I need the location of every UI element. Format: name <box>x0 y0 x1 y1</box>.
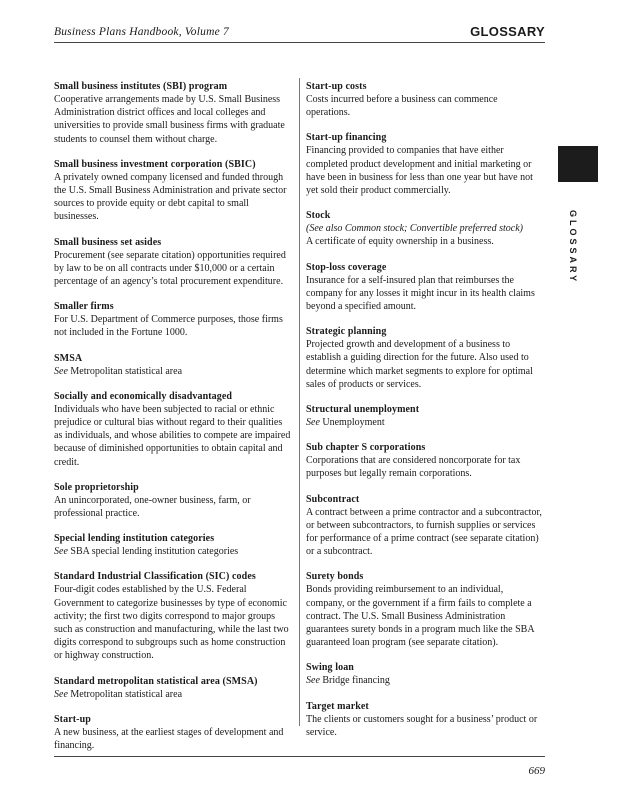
definition-text: Unemployment <box>322 417 385 429</box>
definition-text: Four-digit codes established by the U.S. Federal Government to categorize businesses by type of economic activity; the first two digits correspond to major groups such as construction and manufacturing, while the last two digits correspond to subgroups such as home construction or highway construction. <box>54 584 289 662</box>
see-also-reference: (See also Common stock; Convertible preferred stock) <box>306 223 523 235</box>
definition-text: Metropolitan statistical area <box>70 365 183 377</box>
book-title: Business Plans Handbook, Volume 7 <box>54 26 229 38</box>
section-title: GLOSSARY <box>470 24 545 39</box>
definition-text: Insurance for a self-insured plan that reimburses the company for any losses it might incur in its health claims beyond a specified amount. <box>306 274 535 313</box>
glossary-definition <box>306 713 544 739</box>
glossary-term: Standard metropolitan statistical area (SMSA) <box>54 675 258 687</box>
glossary-entry <box>54 80 292 146</box>
definition-text: Procurement (see separate citation) opportunities required by law to be on all contracts under $10,000 or a certain percentage of an agency’s total procurement expenditure. <box>54 249 286 288</box>
glossary-entry <box>54 158 292 224</box>
glossary-definition <box>54 93 292 146</box>
glossary-entry <box>306 403 544 429</box>
glossary-entry <box>54 713 292 752</box>
definition-text: Projected growth and development of a business to establish a guiding direction for the future. Also used to determine which market segments to explore for optimal sales of products or services. <box>306 339 533 390</box>
glossary-term: Socially and economically disadvantaged <box>54 390 233 402</box>
glossary-entry <box>54 532 292 558</box>
definition-text: The clients or customers sought for a business’ product or service. <box>306 713 538 738</box>
glossary-term: SMSA <box>54 352 83 364</box>
glossary-entry <box>306 209 544 248</box>
glossary-entry <box>54 675 292 701</box>
glossary-definition <box>54 583 292 662</box>
glossary-definition <box>306 506 544 559</box>
see-reference-label: See <box>306 675 320 687</box>
glossary-term: Surety bonds <box>306 571 364 583</box>
glossary-entry <box>306 493 544 559</box>
glossary-entry <box>54 481 292 520</box>
glossary-entry <box>306 661 544 687</box>
page-number: 669 <box>528 765 545 777</box>
right-column <box>306 80 544 751</box>
page-header <box>54 24 545 43</box>
glossary-definition <box>54 545 292 558</box>
glossary-term: Start-up financing <box>306 132 387 144</box>
definition-text: A new business, at the earliest stages of development and financing. <box>54 726 284 752</box>
glossary-definition <box>306 338 544 391</box>
definition-text: A contract between a prime contractor and a subcontractor, or between subcontractors, to furnish supplies or services for performance of a prime contract (see separate citation) or a subcontract. <box>306 506 542 558</box>
glossary-definition <box>54 688 292 701</box>
glossary-entry <box>306 441 544 480</box>
glossary-term: Sole proprietorship <box>54 481 139 493</box>
glossary-definition <box>54 726 292 752</box>
glossary-term: Subcontract <box>306 493 360 505</box>
left-column <box>54 80 292 764</box>
glossary-term: Special lending institution categories <box>54 533 215 545</box>
glossary-term: Swing loan <box>306 662 354 674</box>
glossary-entry <box>54 300 292 339</box>
definition-text: An unincorporated, one-owner business, farm, or professional practice. <box>54 494 251 520</box>
glossary-entry <box>306 700 544 739</box>
definition-text: For U.S. Department of Commerce purposes, those firms not included in the Fortune 1000. <box>54 314 283 339</box>
see-reference-label: See <box>306 417 320 429</box>
glossary-term: Start-up <box>54 713 91 725</box>
glossary-definition <box>54 249 292 289</box>
column-divider <box>299 78 300 726</box>
glossary-term: Small business set asides <box>54 236 162 248</box>
definition-text: Costs incurred before a business can commence operations. <box>306 94 498 119</box>
glossary-definition <box>306 144 544 197</box>
glossary-entry <box>306 325 544 391</box>
glossary-entry <box>306 80 544 119</box>
glossary-term: Stop-loss coverage <box>306 261 387 273</box>
definition-text: Financing provided to companies that have either completed product development and initial marketing or have been in business for less than one year but have not yet sold their product commercially. <box>306 145 533 197</box>
glossary-term: Small business institutes (SBI) program <box>54 81 228 92</box>
glossary-term: Stock <box>306 210 331 222</box>
glossary-term: Standard Industrial Classification (SIC) codes <box>54 571 256 583</box>
glossary-definition <box>306 235 544 248</box>
glossary-definition <box>306 674 544 687</box>
definition-text: Bridge financing <box>322 675 390 687</box>
glossary-entry <box>306 131 544 197</box>
glossary-side-label: GLOSSARY <box>568 210 578 285</box>
glossary-entry <box>306 261 544 314</box>
glossary-entry <box>54 236 292 289</box>
glossary-side-tab <box>558 146 598 182</box>
glossary-entry <box>54 352 292 378</box>
glossary-term: Small business investment corporation (SBIC) <box>54 158 256 170</box>
glossary-term: Sub chapter S corporations <box>306 442 426 454</box>
glossary-term: Structural unemployment <box>306 404 420 416</box>
glossary-term: Smaller firms <box>54 301 114 313</box>
glossary-definition <box>54 171 292 224</box>
see-reference-label: See <box>54 546 68 558</box>
glossary-entry <box>54 390 292 469</box>
definition-text: Bonds providing reimbursement to an individual, company, or the government if a firm fails to complete a contract. The U.S. Small Business Administration guarantees surety bonds in a program much like the SBA guaranteed loan program (see separate citation). <box>306 584 535 649</box>
definition-text: Individuals who have been subjected to racial or ethnic prejudice or cultural bias without regard to their qualities as individuals, and whose abilities to compete are impaired because of diminished opportunities to obtain capital and credit. <box>54 403 291 468</box>
glossary-definition <box>306 583 544 649</box>
definition-text: Metropolitan statistical area <box>70 688 183 700</box>
glossary-definition <box>306 416 544 429</box>
glossary-term: Target market <box>306 700 369 712</box>
definition-text: Cooperative arrangements made by U.S. Small Business Administration district offices and local colleges and universities to provide small business firms with graduate students to counsel them without charge. <box>54 94 285 145</box>
glossary-definition <box>306 93 544 119</box>
glossary-entry <box>306 570 544 649</box>
glossary-entry <box>54 570 292 662</box>
definition-text: Corporations that are considered noncorporate for tax purposes but legally remain corporations. <box>306 455 521 480</box>
glossary-definition <box>54 365 292 378</box>
definition-text: A certificate of equity ownership in a business. <box>306 236 494 248</box>
glossary-term: Strategic planning <box>306 326 387 338</box>
page-footer <box>54 756 545 777</box>
glossary-definition <box>54 494 292 520</box>
see-reference-label: See <box>54 365 68 377</box>
glossary-definition <box>54 313 292 339</box>
glossary-term: Start-up costs <box>306 81 367 92</box>
glossary-definition <box>306 274 544 314</box>
glossary-definition <box>54 403 292 469</box>
see-reference-label: See <box>54 688 68 700</box>
glossary-definition <box>306 454 544 480</box>
definition-text: SBA special lending institution categories <box>70 546 239 558</box>
definition-text: A privately owned company licensed and funded through the U.S. Small Business Administration and private sector sources to provide equity or debt capital to small businesses. <box>54 171 287 223</box>
